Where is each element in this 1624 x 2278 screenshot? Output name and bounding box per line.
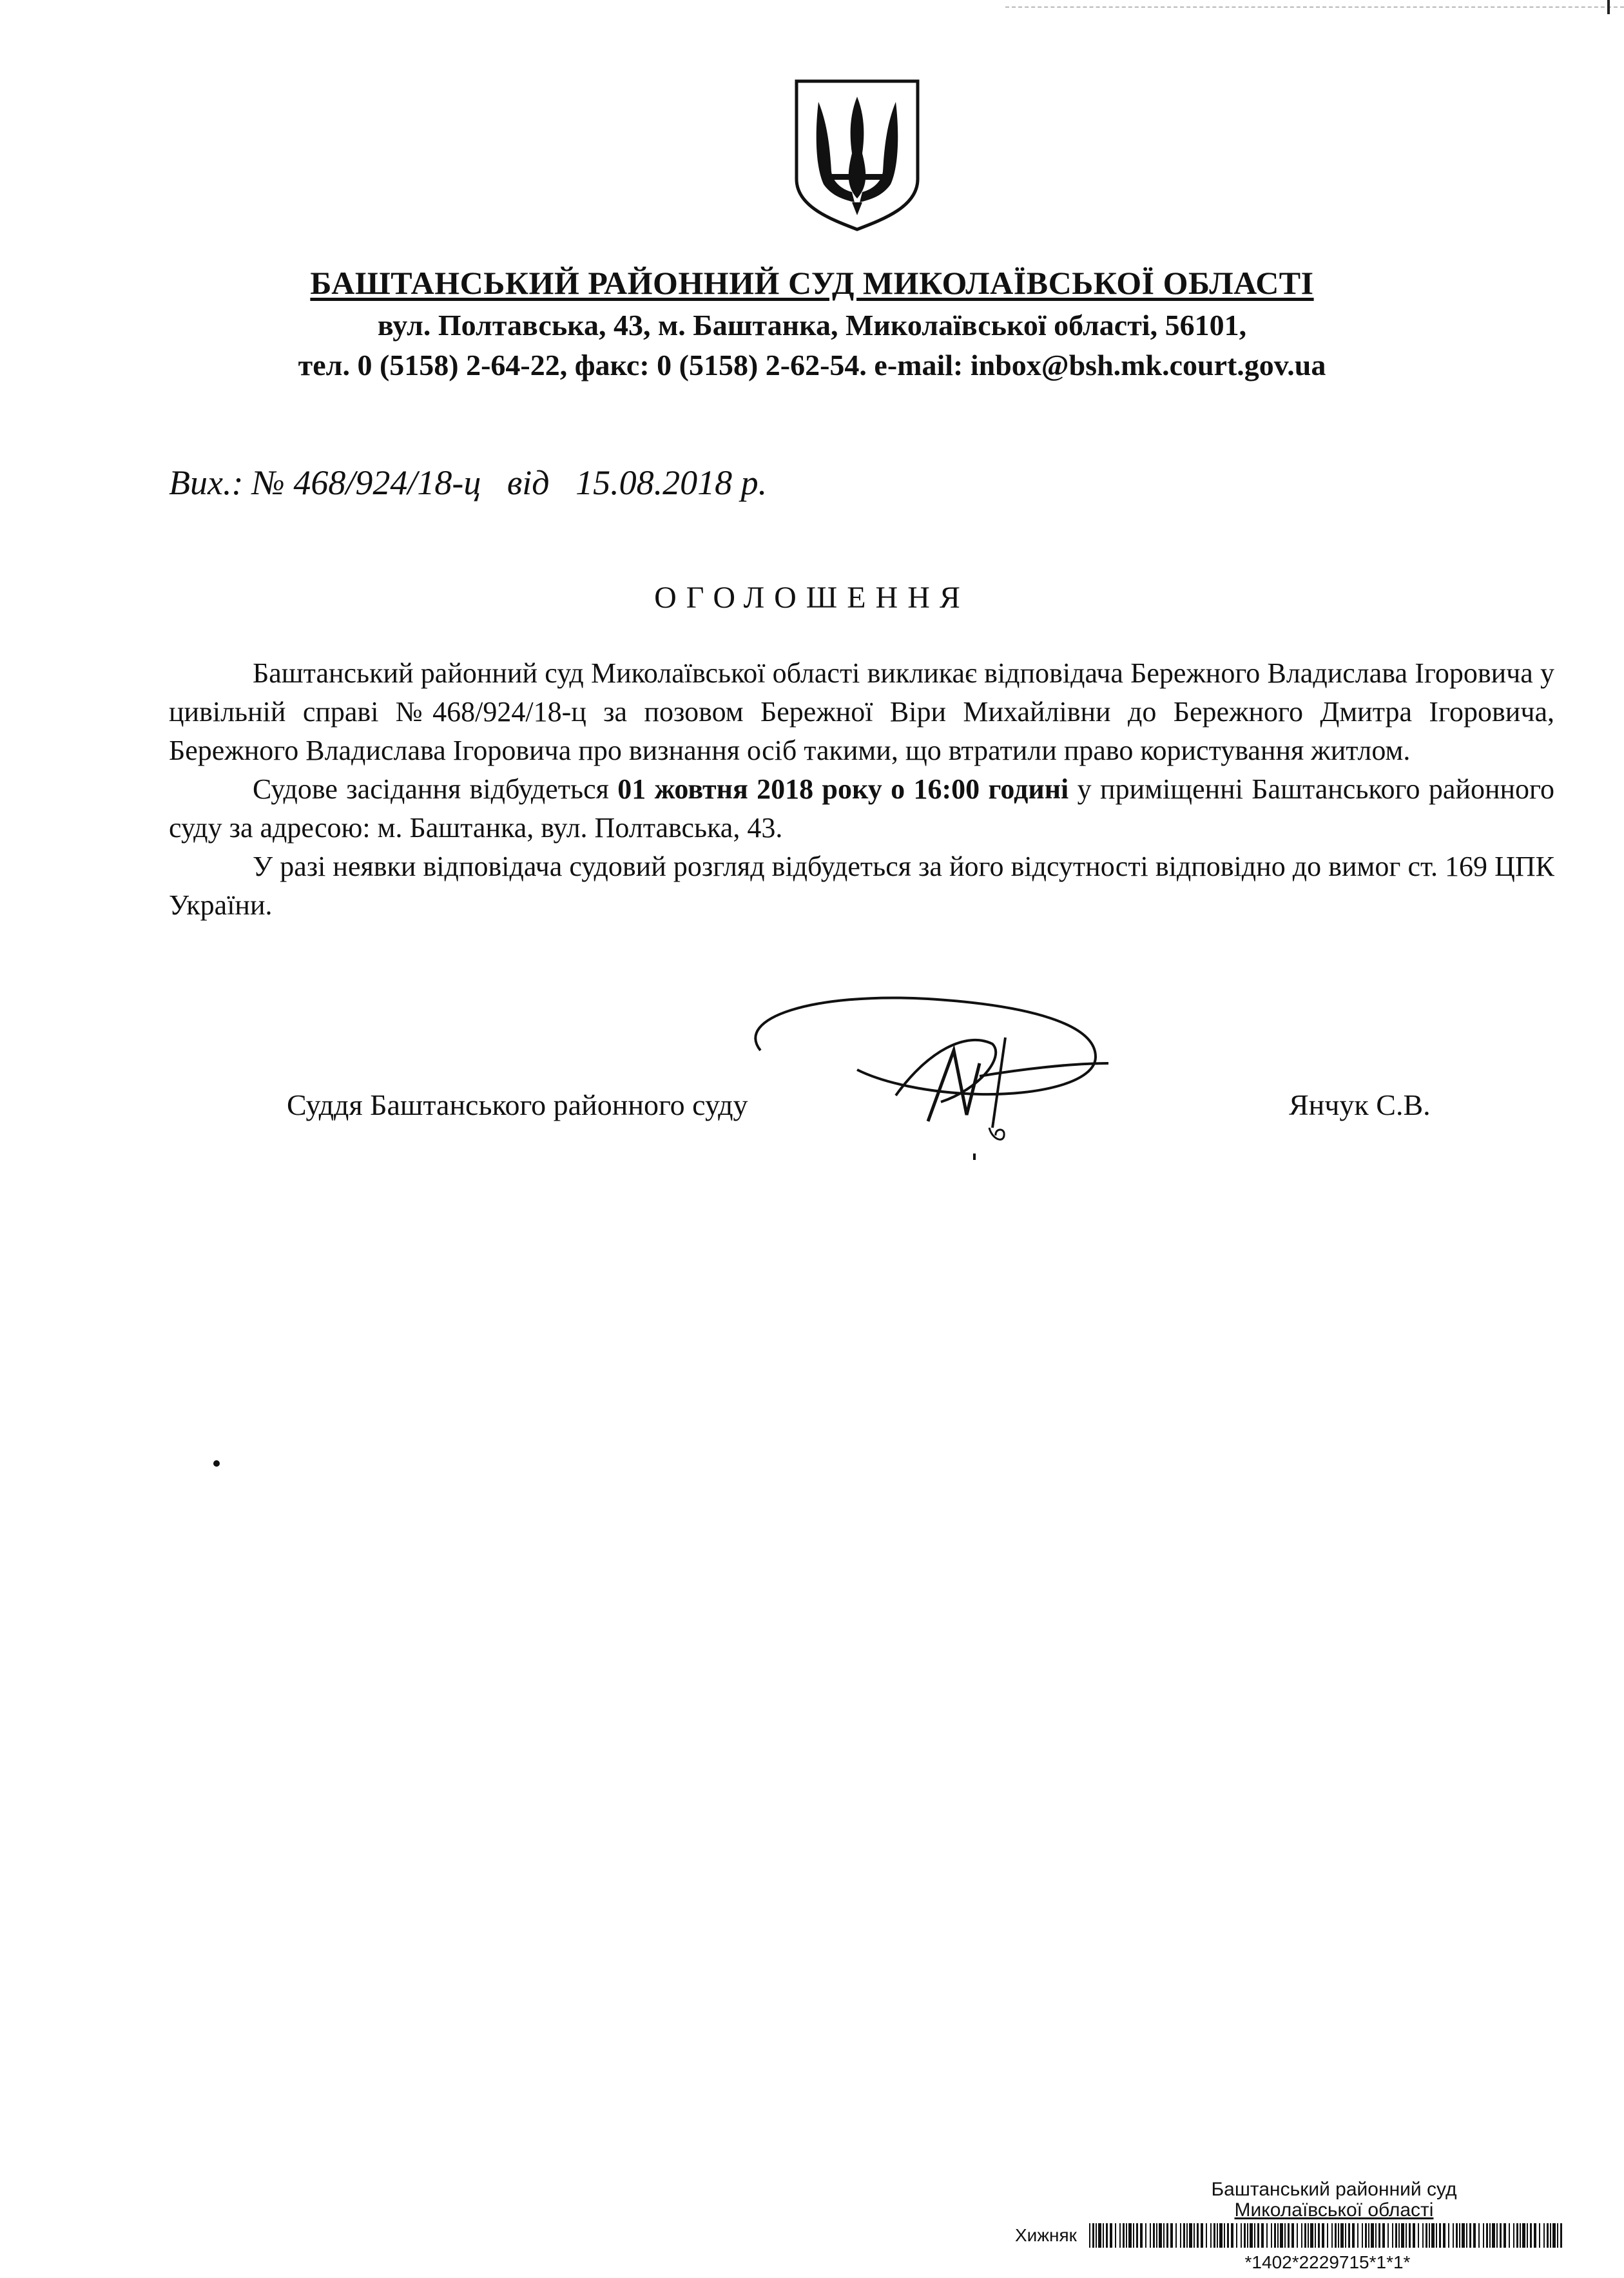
stray-ink-mark [213,1460,220,1467]
reference-date-label: від [481,463,576,502]
document-title: ОГОЛОШЕННЯ [654,581,970,615]
outgoing-reference [169,463,767,503]
barcode-number: *1402*2229715*1*1* [1244,2252,1411,2272]
judge-name: Янчук С.В. [1289,1088,1431,1121]
hearing-text-end: у приміщенні Баштанського районного суду за адресою: м. Баштанка, вул. Полтавська, 43. [169,773,1554,844]
announcement-body [169,654,1554,925]
paragraph-hearing [169,770,1554,847]
reference-date: 15.08.2018 [575,463,733,502]
judge-signature [735,967,1134,1173]
registry-court-region: Миколаївської області [1234,2199,1434,2221]
reference-suffix: р. [732,463,768,502]
registry-barcode [1089,2223,1566,2248]
scan-edge-mark [1607,0,1610,14]
registry-clerk-name: Хижняк [1015,2225,1077,2245]
judge-title: Суддя Баштанського районного суду [287,1088,748,1121]
registry-stamp-court [1205,2179,1463,2221]
court-name: БАШТАНСЬКИЙ РАЙОННИЙ СУД МИКОЛАЇВСЬКОЇ ОБЛАСТІ [310,265,1314,301]
court-contacts: тел. 0 (5158) 2-64-22, факс: 0 (5158) 2-62-54. e-mail: inbox@bsh.mk.court.gov.ua [298,349,1326,381]
hearing-text-start: Судове засідання відбудеться [253,773,618,805]
hearing-date-time: 01 жовтня 2018 року о 16:00 годині [617,773,1069,805]
trident-emblem-icon [793,77,922,232]
paragraph-summons: Баштанський районний суд Миколаївської області викликає відповідача Бережного Владислава Ігоровича у цивільній справі №468/924/18-ц за позовом Бережної Віри Михайлівни до Бережного Дмитра Ігоровича, Бережного Владислава Ігоровича про визнання осіб такими, що втратили право користування житлом. [169,657,1554,766]
paragraph-absence: У разі неявки відповідача судовий розгляд відбудеться за його відсутності відповідно до вимог ст. 169 ЦПК України. [169,851,1554,921]
court-address: вул. Полтавська, 43, м. Баштанка, Миколаївської області, 56101, [377,309,1247,342]
scan-edge-line [1005,6,1624,8]
reference-prefix: Вих.: № [169,463,294,502]
registry-court-name: Баштанський районний суд [1211,2179,1457,2200]
reference-number: 468/924/18-ц [293,463,481,502]
